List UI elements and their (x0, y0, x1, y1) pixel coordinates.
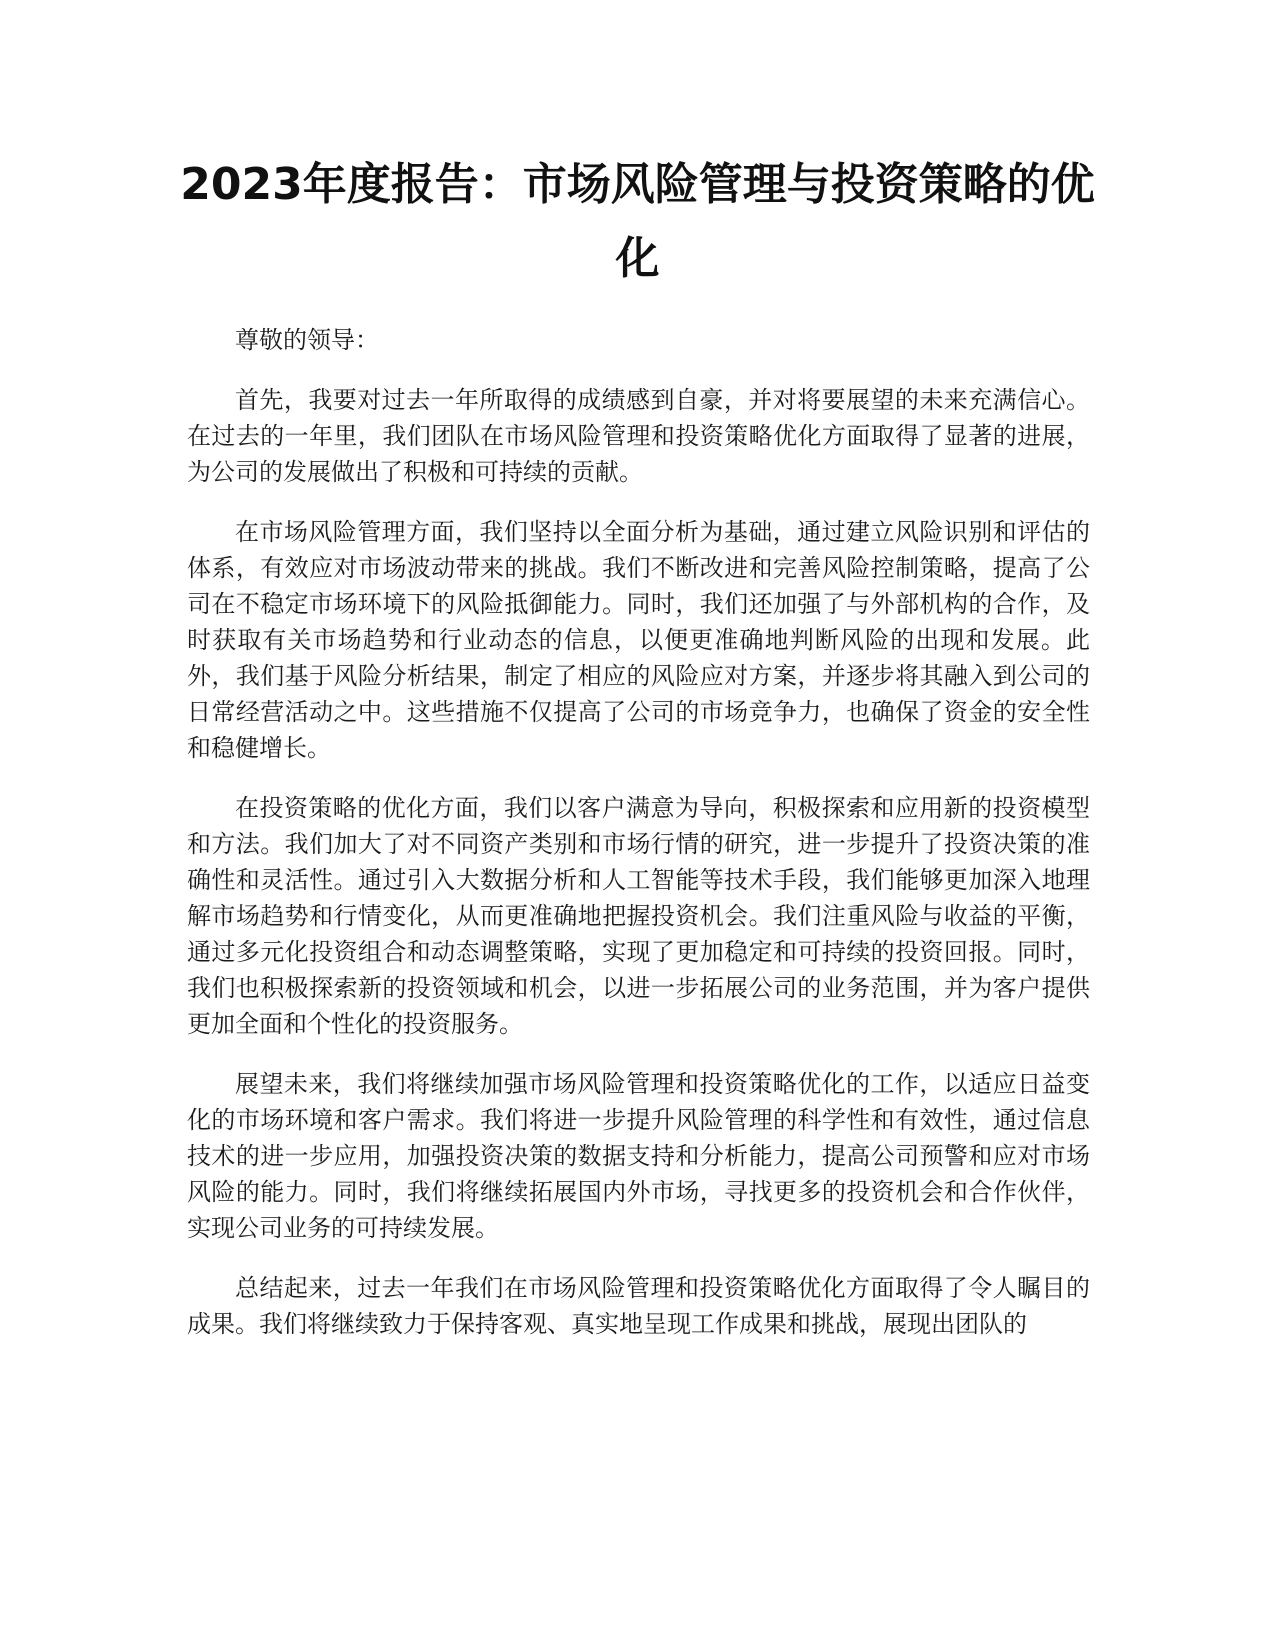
document-body (187, 322, 1090, 1366)
salutation: 尊敬的领导： (235, 326, 379, 354)
paragraph-risk-management: 在市场风险管理方面，我们坚持以全面分析为基础，通过建立风险识别和评估的体系，有效应对市场波动带来的挑战。我们不断改进和完善风险控制策略，提高了公司在不稳定市场环境下的风险抵御能力。同时，我们还加强了与外部机构的合作，及时获取有关市场趋势和行业动态的信息，以便更准确地判断风险的出现和发展。此外，我们基于风险分析结果，制定了相应的风险应对方案，并逐步将其融入到公司的日常经营活动之中。这些措施不仅提高了公司的市场竞争力，也确保了资金的安全性和稳健增长。 (187, 518, 1090, 762)
paragraph-summary: 总结起来，过去一年我们在市场风险管理和投资策略优化方面取得了令人瞩目的成果。我们将继续致力于保持客观、真实地呈现工作成果和挑战，展现出团队的 (187, 1274, 1090, 1338)
paragraph-intro: 首先，我要对过去一年所取得的成绩感到自豪，并对将要展望的未来充满信心。在过去的一年里，我们团队在市场风险管理和投资策略优化方面取得了显著的进展，为公司的发展做出了积极和可持续的贡献。 (187, 386, 1090, 486)
paragraph-investment-strategy: 在投资策略的优化方面，我们以客户满意为导向，积极探索和应用新的投资模型和方法。我们加大了对不同资产类别和市场行情的研究，进一步提升了投资决策的准确性和灵活性。通过引入大数据分析和人工智能等技术手段，我们能够更加深入地理解市场趋势和行情变化，从而更准确地把握投资机会。我们注重风险与收益的平衡，通过多元化投资组合和动态调整策略，实现了更加稳定和可持续的投资回报。同时，我们也积极探索新的投资领域和机会，以进一步拓展公司的业务范围，并为客户提供更加全面和个性化的投资服务。 (187, 794, 1090, 1038)
document-title: 2023年度报告：市场风险管理与投资策略的优化 (180, 159, 1095, 284)
paragraph-outlook: 展望未来，我们将继续加强市场风险管理和投资策略优化的工作，以适应日益变化的市场环境和客户需求。我们将进一步提升风险管理的科学性和有效性，通过信息技术的进一步应用，加强投资决策的数据支持和分析能力，提高公司预警和应对市场风险的能力。同时，我们将继续拓展国内外市场，寻找更多的投资机会和合作伙伴，实现公司业务的可持续发展。 (187, 1070, 1090, 1242)
